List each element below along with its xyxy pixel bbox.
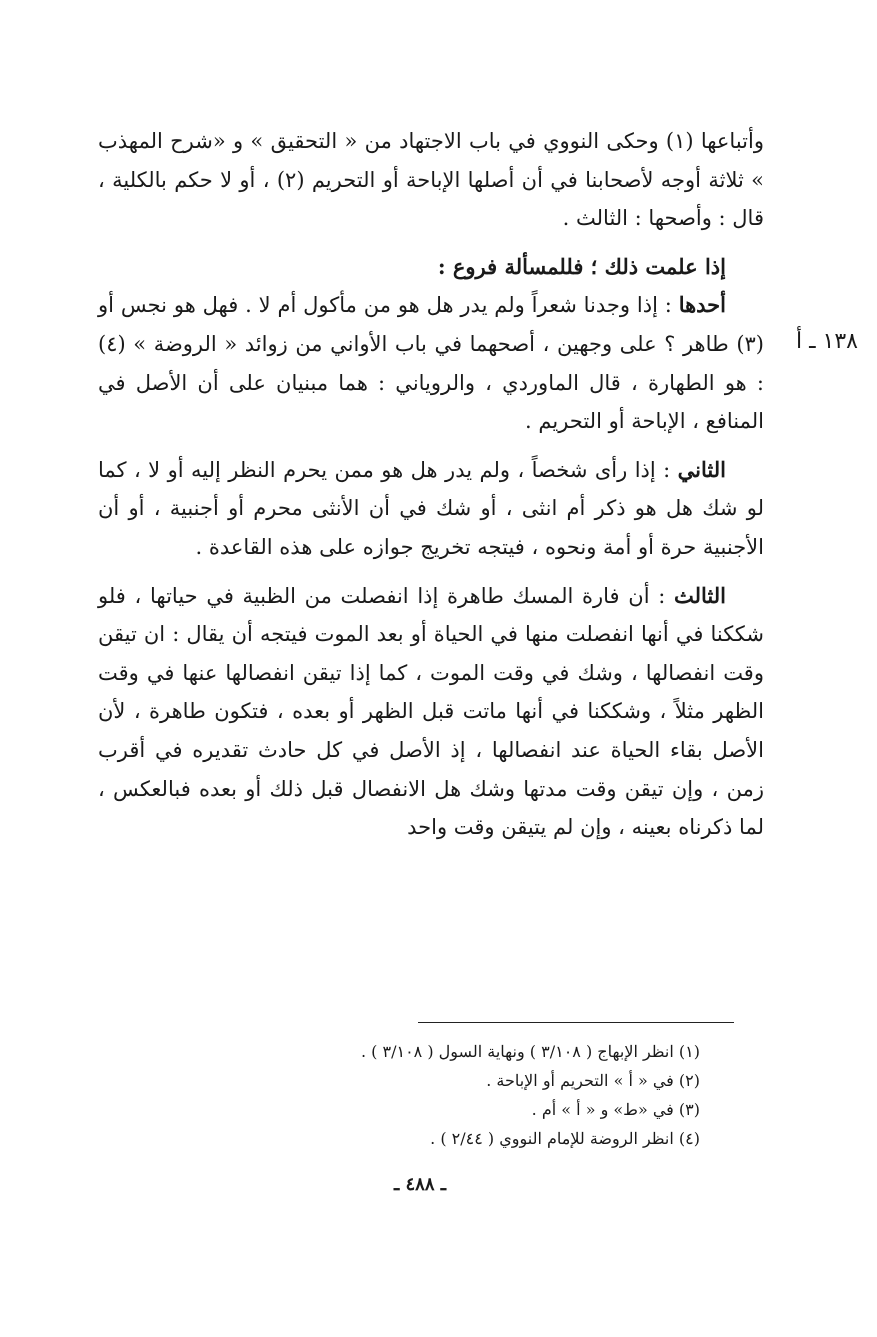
page-number: ـ ٤٨٨ ـ xyxy=(393,1174,447,1195)
footnote: (٤) انظر الروضة للإمام النووي ( ٢/٤٤ ) . xyxy=(430,1129,700,1148)
paragraph-third-branch xyxy=(98,577,764,847)
paragraph-first-branch xyxy=(98,286,764,440)
footnote: (٣) في «ط» و « أ » أم . xyxy=(531,1100,700,1119)
branches-heading: إذا علمت ذلك ؛ فللمسألة فروع : xyxy=(437,253,726,279)
paragraph-text: : إذا رأى شخصاً ، ولم يدر هل هو ممن يحرم النظر إليه أو لا ، كما لو شك هل هو ذكر أم انثى ، أو شك في أن الأنثى محرم أو أجنبية ، أو أن الأجنبية حرة أو أمة ونحوه ، فيتجه تخريج جوازه على هذه القاعدة . xyxy=(98,457,764,559)
footnote: (١) انظر الإبهاج ( ٣/١٠٨ ) ونهاية السول ( ٣/١٠٨ ) . xyxy=(360,1042,700,1061)
paragraph-branches-heading xyxy=(98,248,764,287)
branch-label-third: الثالث xyxy=(674,582,726,608)
paragraph-second-branch xyxy=(98,451,764,567)
paragraph-text: : أن فارة المسك طاهرة إذا انفصلت من الظبية في حياتها ، فلو شككنا في أنها انفصلت منها في الحياة أو بعد الموت فيتجه أن يقال : ان تيقن وقت انفصالها ، وشك في وقت الموت ، كما إذا تيقن انفصالها عنها في وقت الظهر مثلاً ، وشككنا في أنها ماتت قبل الظهر أو بعده ، فتكون طاهرة ، لأن الأصل بقاء الحياة عند انفصالها ، إذ الأصل في كل حادث تقديره في أقرب زمن ، وإن تيقن وقت مدتها وشك هل الانفصال قبل ذلك أو بعده فبالعكس ، لما ذكرناه بعينه ، وإن لم يتيقن وقت واحد xyxy=(98,583,764,840)
branch-label-second: الثاني xyxy=(677,456,726,482)
branch-label-first: أحدها xyxy=(678,292,726,318)
paragraph-text: : إذا وجدنا شعراً ولم يدر هل هو من مأكول أم لا . فهل هو نجس أو (٣) طاهر ؟ على وجهين ، أصحهما في باب الأواني من زوائد « الروضة » (٤) : هو الطهارة ، قال الماوردي ، والروياني : هما مبنيان على أن الأصل في المنافع ، الإباحة أو التحريم . xyxy=(98,293,764,434)
paragraph-text: وأتباعها (١) وحكى النووي في باب الاجتهاد من « التحقيق » و «شرح المهذب » ثلاثة أوجه لأصحابنا في أن أصلها الإباحة أو التحريم (٢) ، أو لا حكم بالكلية ، قال : وأصحها : الثالث . xyxy=(98,129,764,231)
margin-manuscript-reference: ١٣٨ ـ أ xyxy=(796,329,858,354)
footnotes xyxy=(240,1037,700,1153)
main-text xyxy=(98,122,764,847)
footnote: (٢) في « أ » التحريم أو الإباحة . xyxy=(486,1071,700,1090)
paragraph-opening xyxy=(98,122,764,238)
footnote-divider xyxy=(418,1022,734,1023)
